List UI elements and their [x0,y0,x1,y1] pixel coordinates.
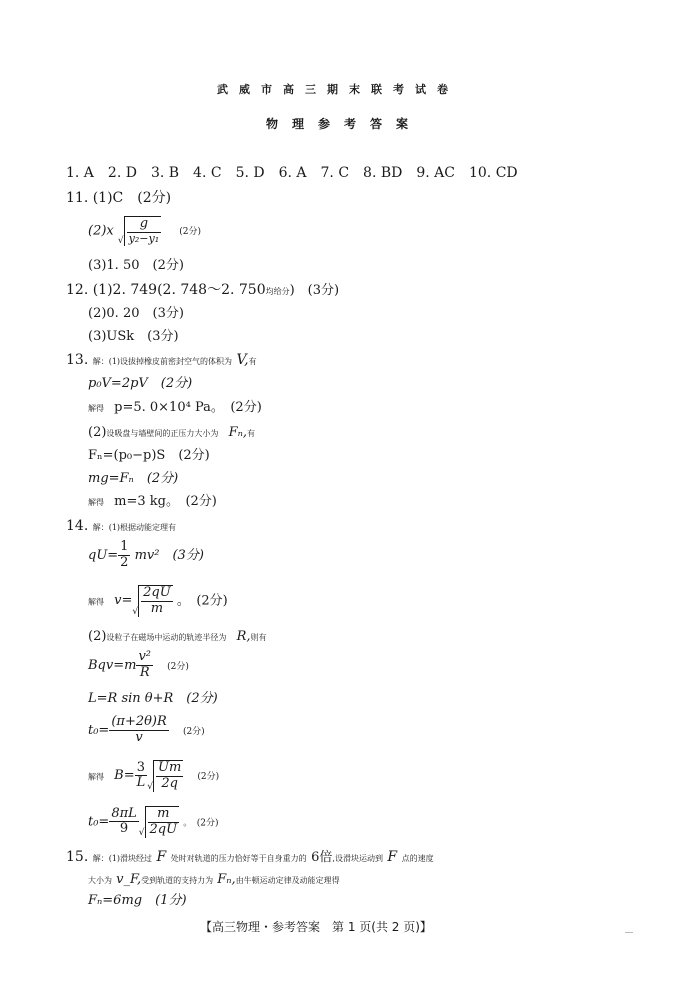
q11-line2-score: (2分) [179,227,201,238]
q11-line3: (3)1. 50 (2分) [88,258,184,273]
q14-line4-d: 则有 [250,633,267,642]
q15-line2 [88,873,340,886]
q14-l3-pre: v= [114,593,133,609]
q14-l7-den: v [135,729,143,745]
q11-line2-pre: (2)x [88,223,114,239]
q15-line1-g: F [387,849,398,865]
q12-line1 [66,283,339,297]
q13-line1-c: V, [236,352,249,368]
q12-line1-b: 均给分 [265,287,290,296]
q14-l5-post: (2分) [167,661,189,672]
q14-l3-num: 2qU [143,585,171,600]
q14-line8-a: 解得 [88,772,104,782]
q14-l9-pre: t₀= [88,814,110,830]
q13-line3 [88,401,262,414]
q14-l8-rnum: Um [157,760,182,775]
q13-line3-a: 解得 [88,404,104,413]
q14-line5 [88,650,189,681]
q14-l8-post: (2分) [197,772,220,783]
q13-line2 [88,377,192,390]
q13-line3-b: p=5. 0×10⁴ Pa。 (2分) [114,400,262,415]
sqrt-icon: √ [147,781,153,792]
q14-line4-a: (2) [88,629,107,644]
q15-line2-c: 受到轨道的支持力为 [141,876,214,885]
q14-l9-rnum: m [157,806,170,821]
q14-l2-post: mv² (3分) [134,547,204,563]
mcq-answers: 1. A 2. D 3. B 4. C 5. D 6. A 7. C 8. BD 9. AC 10. CD [66,165,518,181]
q14-l8-num: 3 [135,761,148,777]
q14-l9-rden: 2qU [149,821,178,837]
exam-title: 武威市高三期末联考试卷 [217,83,459,96]
q14-line9 [88,806,218,838]
q12-line2: (2)0. 20 (3分) [88,306,184,321]
q11-num: g [139,216,149,231]
q15-line1-f: ,设滑块运动到 [332,854,383,863]
q13-line4-d: 有 [246,429,255,438]
q13-line5: Fₙ=(p₀−p)S (2分) [88,448,210,463]
q14-line1 [66,519,176,533]
q14-line2 [88,540,204,571]
q14-line4-b: 设粒子在磁场中运动的轨迹半径为 [106,633,227,642]
q14-line1-b: 解：(1)根据动能定理有 [92,523,177,532]
q11-line1: 11. (1)C (2分) [66,190,172,206]
q11-den: y₂−y₁ [128,231,160,245]
q13-number: 13. [66,352,89,368]
q13-line1-d: 有 [248,357,257,366]
answer-subtitle: 物理参考答案 [266,117,423,131]
q14-l5-pre: Bqv=m [88,657,137,673]
q12-line3: (3)USk (3分) [88,329,179,344]
q15-line2-a: 大小为 [88,876,112,885]
q15-line1-h: 点的速度 [401,854,434,863]
q14-number: 14. [66,518,89,534]
q14-l9-num: 8πL [111,805,137,821]
q14-line6 [88,692,218,705]
q15-number: 15. [66,849,89,865]
sqrt-icon: √ [132,606,139,617]
sqrt-icon: √ [117,235,124,246]
q15-line1-c: F [156,849,167,865]
q14-line4 [88,630,266,643]
q14-l5-den: R [139,664,150,680]
q14-l7-pre: t₀= [88,722,110,738]
q12-line1-a: 12. (1)2. 749(2. 748～2. 750 [66,282,266,298]
q14-l8-pre: B= [114,768,135,784]
q13-eq1: p₀V=2pV (2分) [88,376,193,391]
q13-line4-c: Fₙ, [228,425,247,440]
q11-line2 [88,216,201,246]
q13-eq3: mg=Fₙ (2分) [88,471,179,486]
q14-l8-den: L [136,775,146,791]
q15-line1-e: 6倍 [311,850,333,865]
q14-l7-num: (π+2θ)R [111,714,167,729]
q14-l5-num: v² [138,649,152,664]
q14-l7-post: (2分) [182,726,205,737]
page-footer: 【高三物理・参考答案 第 1 页(共 2 页)】 [200,920,432,934]
q15-line1 [66,850,434,864]
q14-l8-rden: 2q [161,775,178,791]
q14-line4-c: R, [236,629,251,644]
q13-line4-a: (2) [88,425,107,440]
q14-l9-post: 。 (2分) [183,818,219,829]
q12-line1-c: ) (3分) [289,283,340,298]
q14-line3 [88,585,228,617]
q14-l2-pre: qU= [88,547,119,563]
q14-eq-l: L=R sin θ+R (2分) [88,691,218,706]
q14-l2-den: 2 [120,554,129,570]
sqrt-icon: √ [138,827,145,838]
q14-l3-den: m [150,600,164,616]
q14-l2-num: 1 [120,539,129,554]
q15-line2-d: Fₙ, [217,872,236,887]
footer-rule [625,932,633,933]
q15-line1-b: 解：(1)滑块经过 [92,854,153,863]
q13-line7-b: m=3 kg。 (2分) [114,494,217,509]
q14-line3-a: 解得 [88,597,104,607]
q14-line7 [88,715,205,746]
q15-eq1: Fₙ=6mg (1分) [88,893,187,908]
q13-line7 [88,495,217,508]
q13-line1 [66,353,257,367]
q15-line1-d: 处时对轨道的压力恰好等于自身重力的 [170,854,307,863]
sqrt-expression [118,216,161,246]
q13-line7-a: 解得 [88,498,104,507]
q15-line3 [88,894,187,907]
q15-line2-b: v_F, [116,872,142,887]
q13-line6 [88,472,178,485]
q14-l3-post: 。 (2分) [176,593,228,609]
q13-line4-b: 设吸盘与墙壁间的正压力大小为 [106,429,219,438]
q15-line2-e: 由牛顿运动定律及动能定理得 [235,876,340,885]
q13-line4 [88,426,255,439]
q14-line8 [88,760,219,792]
q14-l9-den: 9 [119,821,129,837]
q13-line1-b: 解：(1)设拔掉橡皮前密封空气的体积为 [92,357,233,366]
